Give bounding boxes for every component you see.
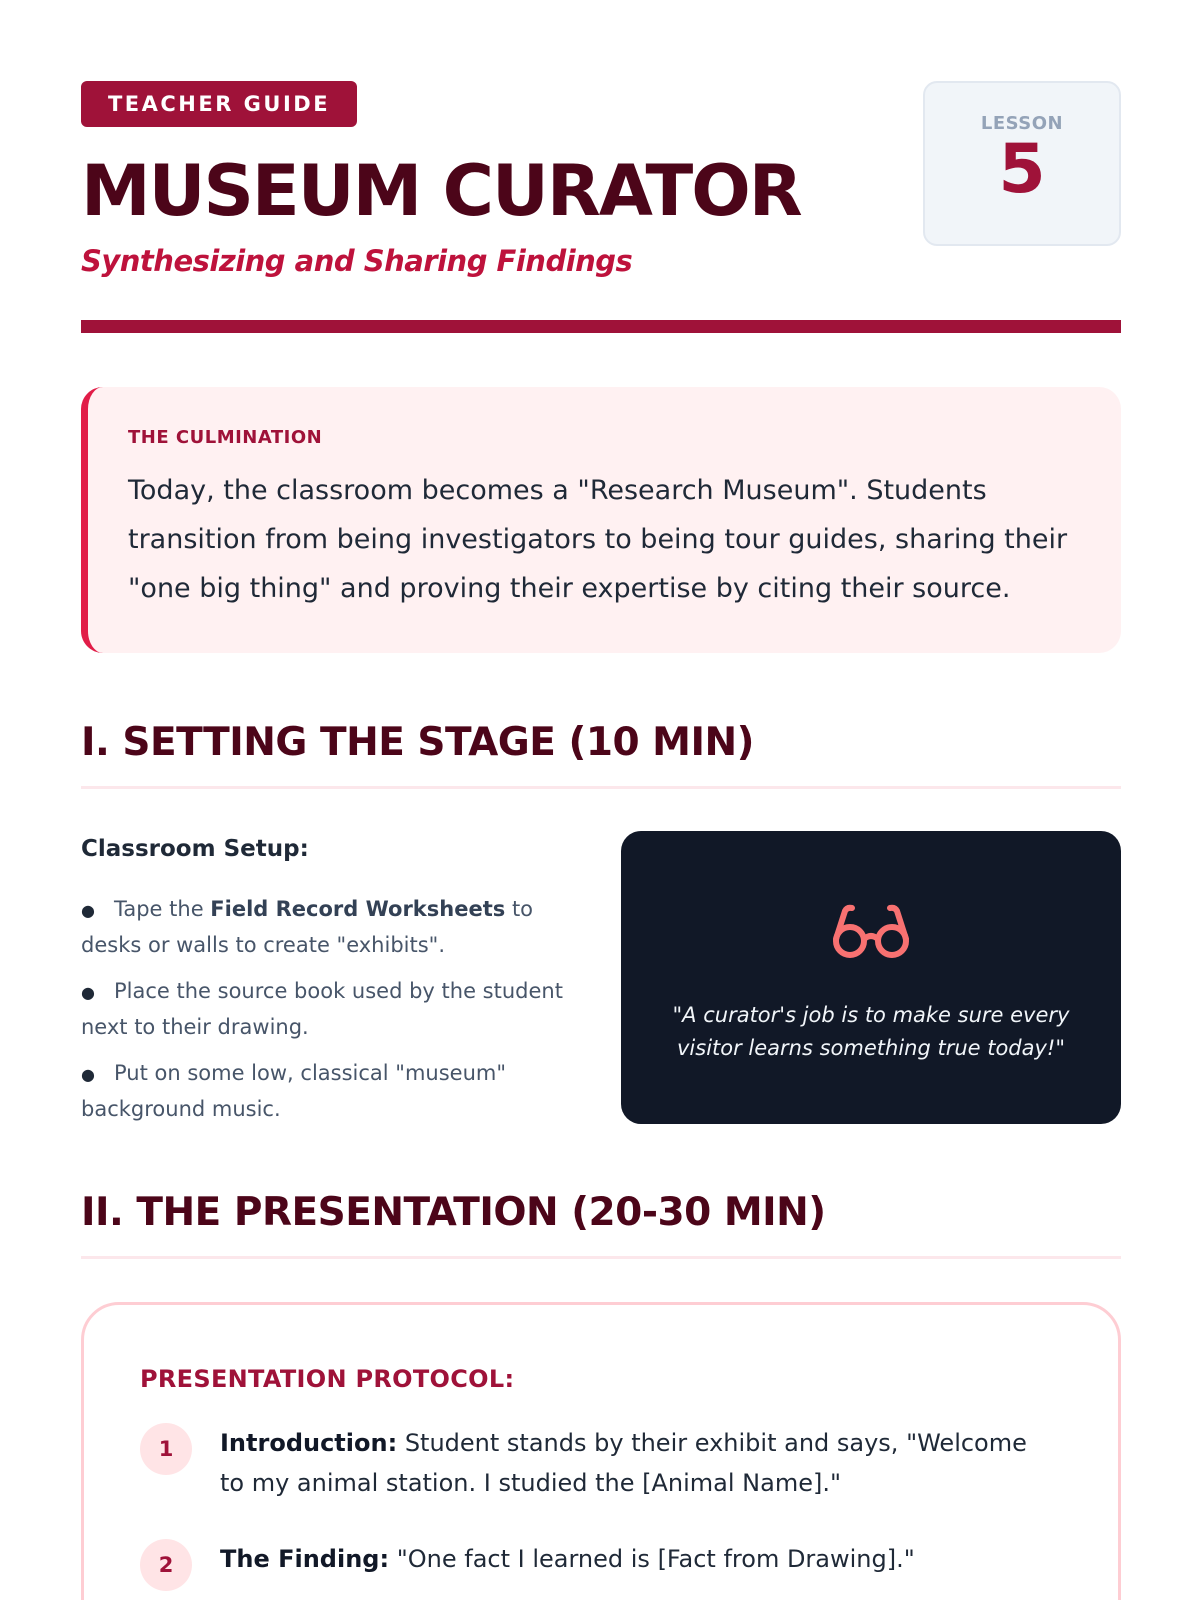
protocol-step — [140, 1539, 1062, 1591]
page-title: MUSEUM CURATOR — [81, 150, 801, 232]
bullet-icon: ● — [81, 901, 95, 920]
header-divider — [81, 320, 1121, 333]
setup-title: Classroom Setup: — [81, 836, 309, 862]
section-heading-presentation: II. THE PRESENTATION (20-30 MIN) — [81, 1190, 826, 1235]
protocol-step — [140, 1423, 1062, 1503]
classroom-setup — [81, 836, 581, 1138]
teacher-guide-badge: TEACHER GUIDE — [81, 81, 357, 127]
culmination-text: Today, the classroom becomes a "Research Museum". Students transition from being investigators to being tour guides, sharing their "one big thing" and proving their expertise by citing their source. — [128, 475, 1068, 604]
step-text: Introduction: Student stands by their exhibit and says, "Welcome to my animal station. I studied the [Animal Name]." — [220, 1429, 1027, 1497]
curator-quote: "A curator's job is to make sure every visitor learns something true today!" — [672, 1003, 1070, 1060]
section-heading-setting-stage: I. SETTING THE STAGE (10 MIN) — [81, 720, 754, 765]
page-subtitle: Synthesizing and Sharing Findings — [81, 244, 633, 278]
list-item: ● Put on some low, classical "museum" background music. — [81, 1056, 581, 1126]
step-number: 2 — [140, 1539, 192, 1591]
setup-list — [81, 892, 581, 1126]
bullet-icon: ● — [81, 1065, 95, 1084]
presentation-protocol-card — [81, 1302, 1121, 1600]
lesson-label: LESSON — [980, 113, 1064, 134]
lesson-number: 5 — [998, 130, 1046, 209]
section-divider — [81, 786, 1121, 789]
lesson-page — [81, 0, 1121, 1577]
protocol-title: PRESENTATION PROTOCOL: — [140, 1365, 515, 1393]
curator-quote-card — [621, 831, 1121, 1124]
glasses-icon — [831, 901, 911, 961]
list-item: ● Tape the Field Record Worksheets to desks or walls to create "exhibits". — [81, 892, 581, 962]
step-number: 1 — [140, 1423, 192, 1475]
culmination-callout — [81, 387, 1121, 653]
list-item: ● Place the source book used by the student next to their drawing. — [81, 974, 581, 1044]
section-divider — [81, 1256, 1121, 1259]
step-text: The Finding: "One fact I learned is [Fact from Drawing]." — [220, 1545, 915, 1573]
page-header — [81, 0, 1121, 330]
lesson-number-box — [923, 81, 1121, 246]
bullet-icon: ● — [81, 983, 95, 1002]
culmination-label: THE CULMINATION — [128, 427, 323, 448]
